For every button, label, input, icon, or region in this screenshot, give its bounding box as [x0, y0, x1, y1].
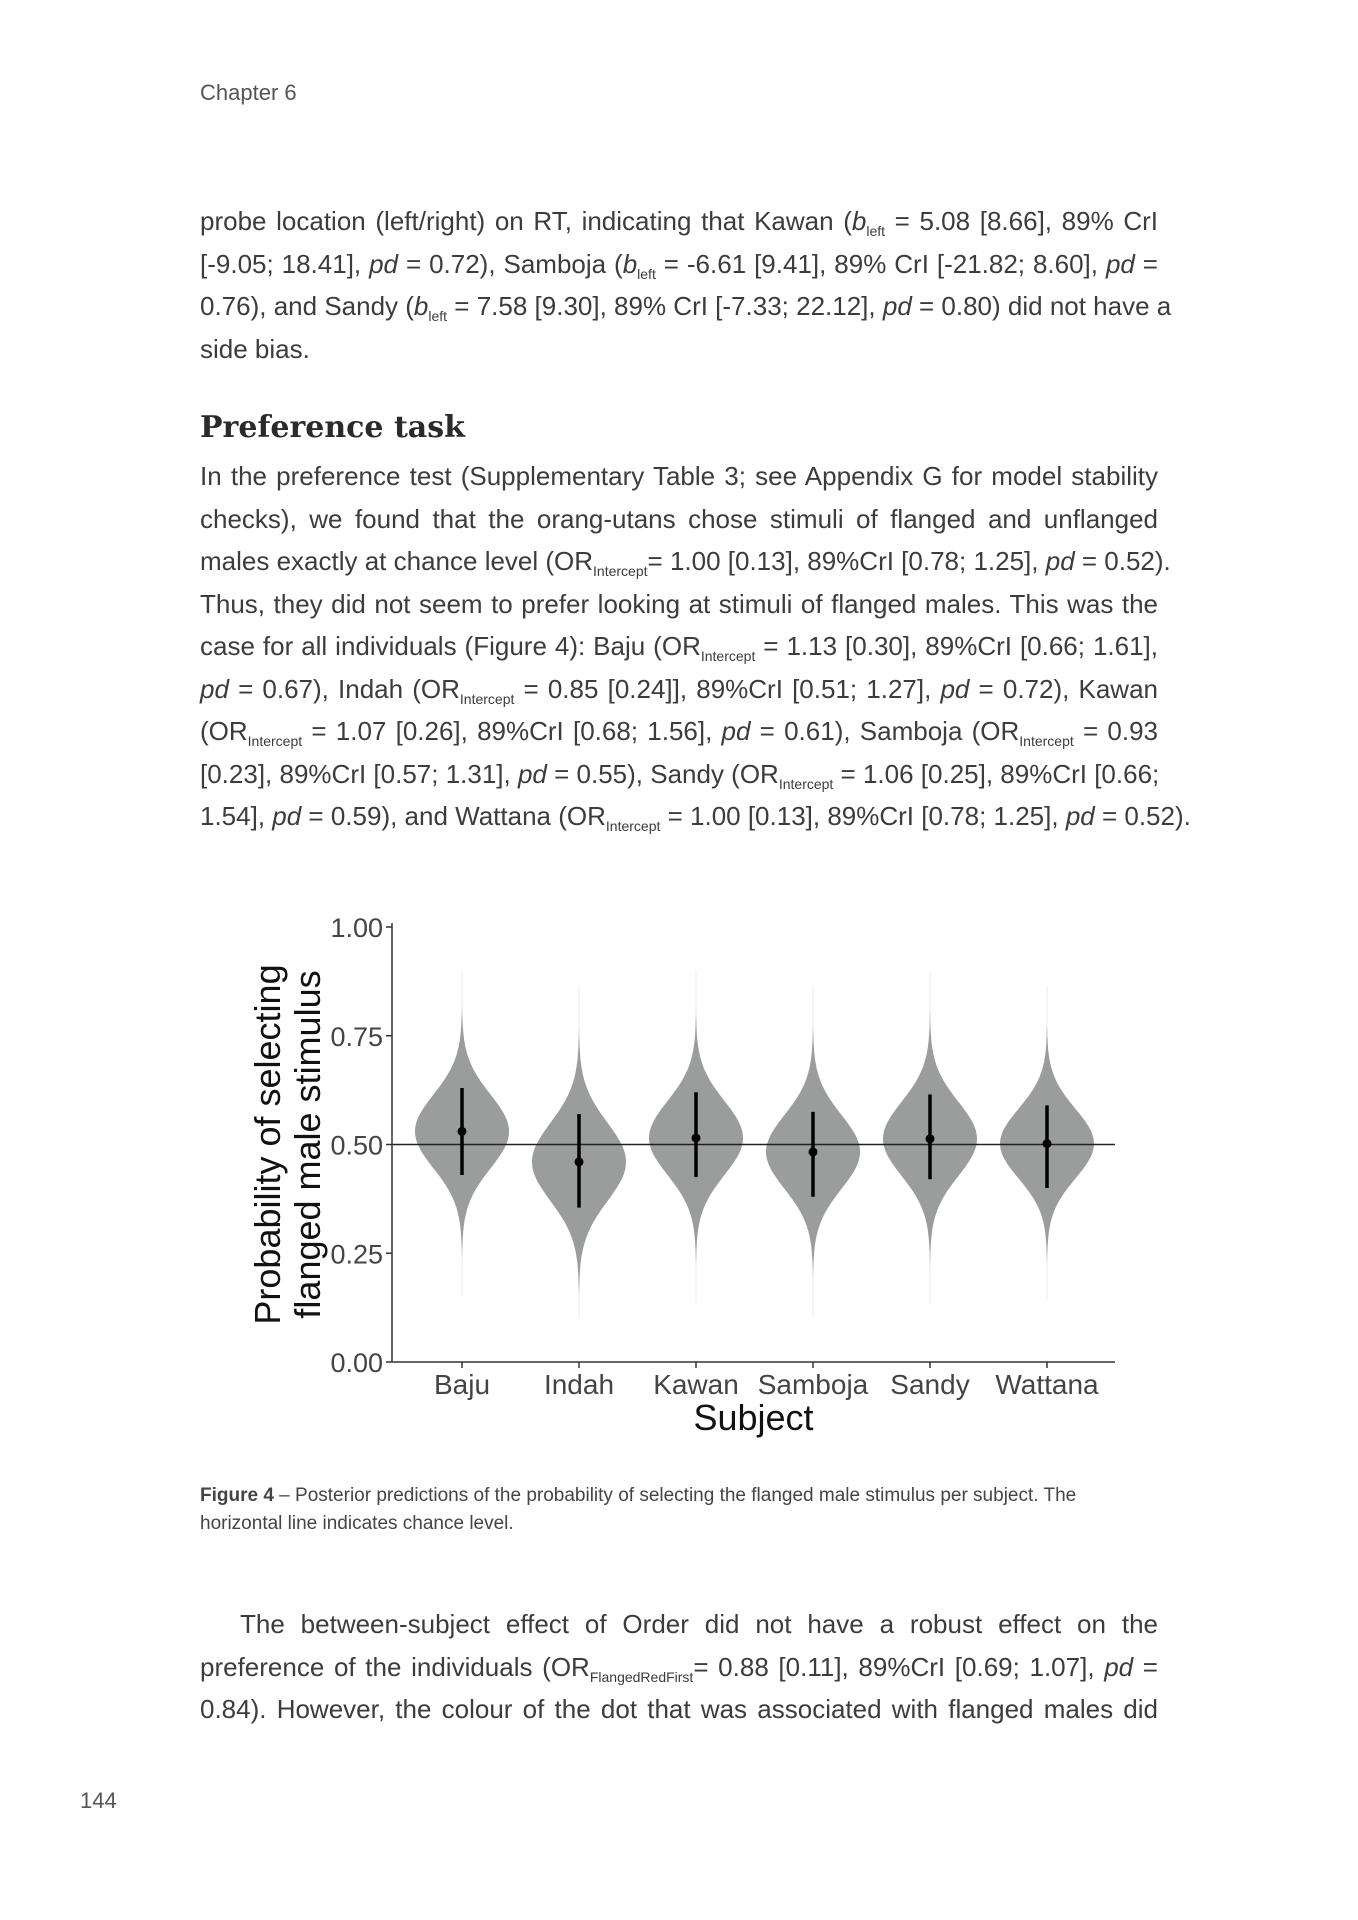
- caption-text: – Posterior predictions of the probability of selecting the flanged male stimulus per subject. The horizontal line indicates chance level.: [200, 1485, 1077, 1534]
- text-line: checks), we found that the orang-utans chose stimuli of flanged and unflanged: [200, 503, 1158, 534]
- running-head: Chapter 6: [200, 80, 297, 105]
- text-line: In the preference test (Supplementary Table 3; see Appendix G for model stability: [200, 461, 1158, 491]
- x-axis-label: Subject: [693, 1397, 814, 1438]
- text-line: ($OR_{Intercept} = 1.07$ [0.26], 89%CrI [0.68; 1.56], pd = 0.61), Samboja ($OR_{Intercept} = 0.93$: [200, 716, 1159, 749]
- point-estimate-baju: [458, 1127, 467, 1136]
- x-tick-label: Wattana: [995, 1369, 1099, 1400]
- point-estimate-sandy: [926, 1134, 935, 1143]
- paragraph-order-effect: [200, 1603, 1158, 1731]
- y-tick-label: 0.50: [330, 1130, 383, 1161]
- x-tick-label: Indah: [543, 1369, 615, 1400]
- point-estimate-samboja: [809, 1147, 818, 1156]
- text-line: [0.23], 89%CrI [0.57; 1.31], pd = 0.55), Sandy ($OR_{Intercept} = 1.06$ [0.25], 89%CrI [0.66;: [200, 758, 1160, 792]
- page-number: 144: [80, 1788, 117, 1813]
- text-line: case for all individuals (Figure 4): Baju ($OR_{Intercept} = 1.13$ [0.30], 89%CrI [0.66; 1.61],: [200, 631, 1159, 664]
- paragraph-preference-task: [200, 455, 1191, 838]
- text-line: The between-subject effect of Order did not have a robust effect on the: [240, 1609, 1158, 1639]
- text-line: probe location (left/right) on RT, indicating that Kawan ($b_{left} = 5.08$ [8.66], 89% CrI: [200, 206, 1158, 239]
- y-ticks-group: [330, 913, 392, 1378]
- x-tick-label: Samboja: [757, 1369, 869, 1400]
- text-line: preference of the individuals ($OR_{FlangedRedFirst}= 0.88$ [0.11], 89%CrI [0.69; 1.07], pd =: [200, 1651, 1158, 1685]
- text-line: 0.76), and Sandy ($b_{left} = 7.58$ [9.30], 89% CrI [-7.33; 22.12], pd = 0.80) did not have a: [200, 291, 1172, 324]
- y-tick-label: 0.00: [330, 1348, 383, 1378]
- x-tick-label: Sandy: [890, 1369, 970, 1400]
- text-line: Thus, they did not seem to prefer looking at stimuli of flanged males. This was the: [200, 588, 1158, 619]
- point-estimate-indah: [575, 1157, 584, 1166]
- point-estimate-kawan: [692, 1133, 701, 1142]
- y-tick-label: 1.00: [330, 913, 383, 943]
- text-line: males exactly at chance level ($OR_{Intercept}= 1.00$ [0.13], 89%CrI [0.78; 1.25], pd = 0.52).: [200, 546, 1171, 579]
- paragraph-side-bias: [200, 200, 1172, 370]
- x-tick-label: Kawan: [653, 1369, 739, 1400]
- y-axis-label-line2: flanged male stimulus: [287, 970, 328, 1319]
- figure-caption: [200, 1482, 1160, 1538]
- text-line: 0.84). However, the colour of the dot that was associated with flanged males did: [200, 1694, 1158, 1724]
- x-ticks-group: [434, 1362, 1099, 1400]
- point-estimate-wattana: [1043, 1139, 1052, 1148]
- y-axis-label-line1: Probability of selecting: [247, 964, 288, 1325]
- y-tick-label: 0.25: [330, 1239, 383, 1270]
- y-tick-label: 0.75: [330, 1021, 383, 1052]
- section-heading: Preference task: [200, 410, 465, 445]
- caption-label: Figure 4: [200, 1485, 274, 1506]
- x-tick-label: Baju: [433, 1369, 491, 1400]
- text-line: [-9.05; 18.41], pd = 0.72), Samboja ($b_{left} = -6.61$ [9.41], 89% CrI [-21.82; 8.60], pd =: [200, 248, 1158, 282]
- text-line: 1.54], pd = 0.59), and Wattana ($OR_{Intercept} = 1.00$ [0.13], 89%CrI [0.78; 1.25], pd = 0.52).: [200, 801, 1191, 834]
- violin-chart: [240, 905, 1120, 1445]
- text-line: side bias.: [200, 333, 310, 364]
- text-line: pd = 0.67), Indah ($OR_{Intercept} = 0.85$ [0.24]], 89%CrI [0.51; 1.27], pd = 0.72), Kawan: [200, 673, 1158, 707]
